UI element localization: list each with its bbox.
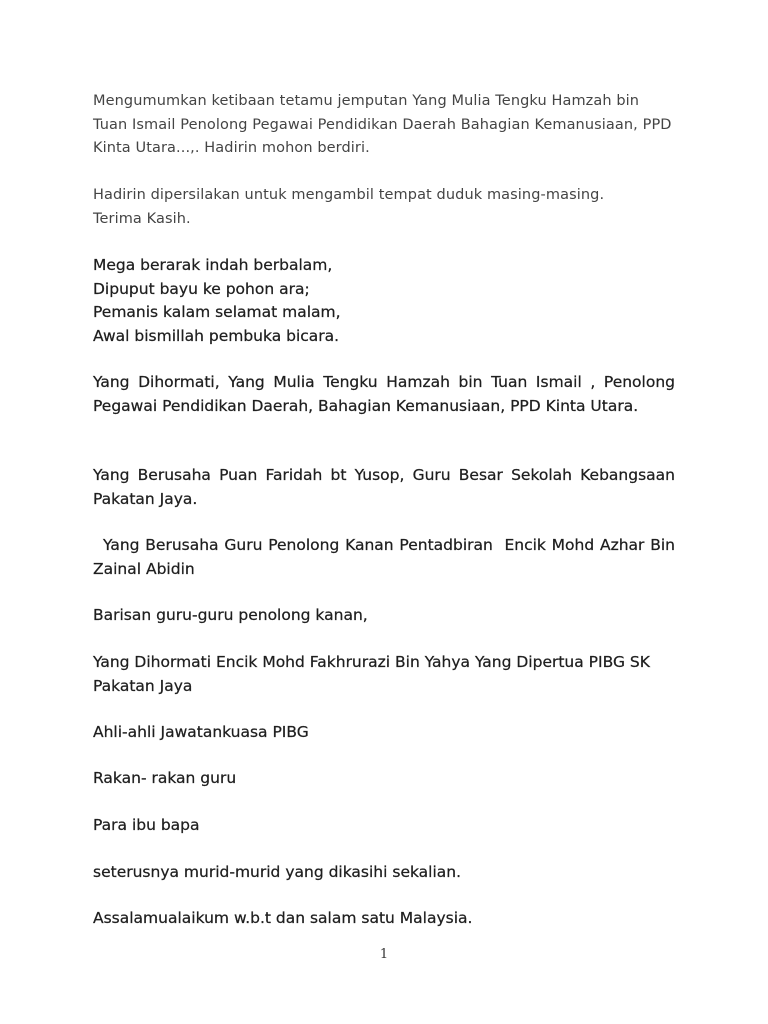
seating-line-1: Hadirin dipersilakan untuk mengambil tempat duduk masing-masing. xyxy=(93,187,605,203)
greeting-ajk-pibg: Ahli-ahli Jawatankuasa PIBG xyxy=(93,723,309,741)
pantun-line-1: Mega berarak indah berbalam, xyxy=(93,256,333,274)
page-number: 1 xyxy=(379,947,389,962)
seating-line-2: Terima Kasih. xyxy=(93,210,191,227)
greeting-ibu-bapa: Para ibu bapa xyxy=(93,816,200,834)
seating-paragraph xyxy=(93,184,675,231)
greeting-pibg: Yang Dihormati Encik Mohd Fakhrurazi Bin Yahya Yang Dipertua PIBG SK Pakatan Jaya xyxy=(93,653,650,695)
greeting-ppd: Yang Dihormati, Yang Mulia Tengku Hamzah bin Tuan Ismail , Penolong Pegawai Pendidikan Daerah, Bahagian Kemanusiaan, PPD Kinta Utara. xyxy=(93,373,675,415)
pantun-line-2: Dipuput bayu ke pohon ara; xyxy=(93,279,310,298)
greeting-guru-besar: Yang Berusaha Puan Faridah bt Yusop, Guru Besar Sekolah Kebangsaan Pakatan Jaya. xyxy=(93,466,675,508)
pantun-line-4: Awal bismillah pembuka bicara. xyxy=(93,326,340,345)
announcement-paragraph: Mengumumkan ketibaan tetamu jemputan Yang Mulia Tengku Hamzah bin Tuan Ismail Penolong Pegawai Pendidikan Daerah Bahagian Kemanusiaan, PPD Kinta Utara...,. Hadirin mohon berdiri. xyxy=(93,93,672,156)
greeting-gpk xyxy=(93,534,680,581)
greeting-barisan-guru: Barisan guru-guru penolong kanan, xyxy=(93,606,368,624)
salam-line: Assalamualaikum w.b.t dan salam satu Malaysia. xyxy=(93,909,473,927)
pantun-verse xyxy=(93,254,675,348)
greeting-gpk-text: Yang Berusaha Guru Penolong Kanan Pentadbiran Encik Mohd Azhar Bin Zainal Abidin xyxy=(93,536,680,578)
greeting-rakan-guru: Rakan- rakan guru xyxy=(93,769,237,787)
pantun-line-3: Pemanis kalam selamat malam, xyxy=(93,303,341,321)
greeting-murid: seterusnya murid-murid yang dikasihi sekalian. xyxy=(93,863,462,881)
